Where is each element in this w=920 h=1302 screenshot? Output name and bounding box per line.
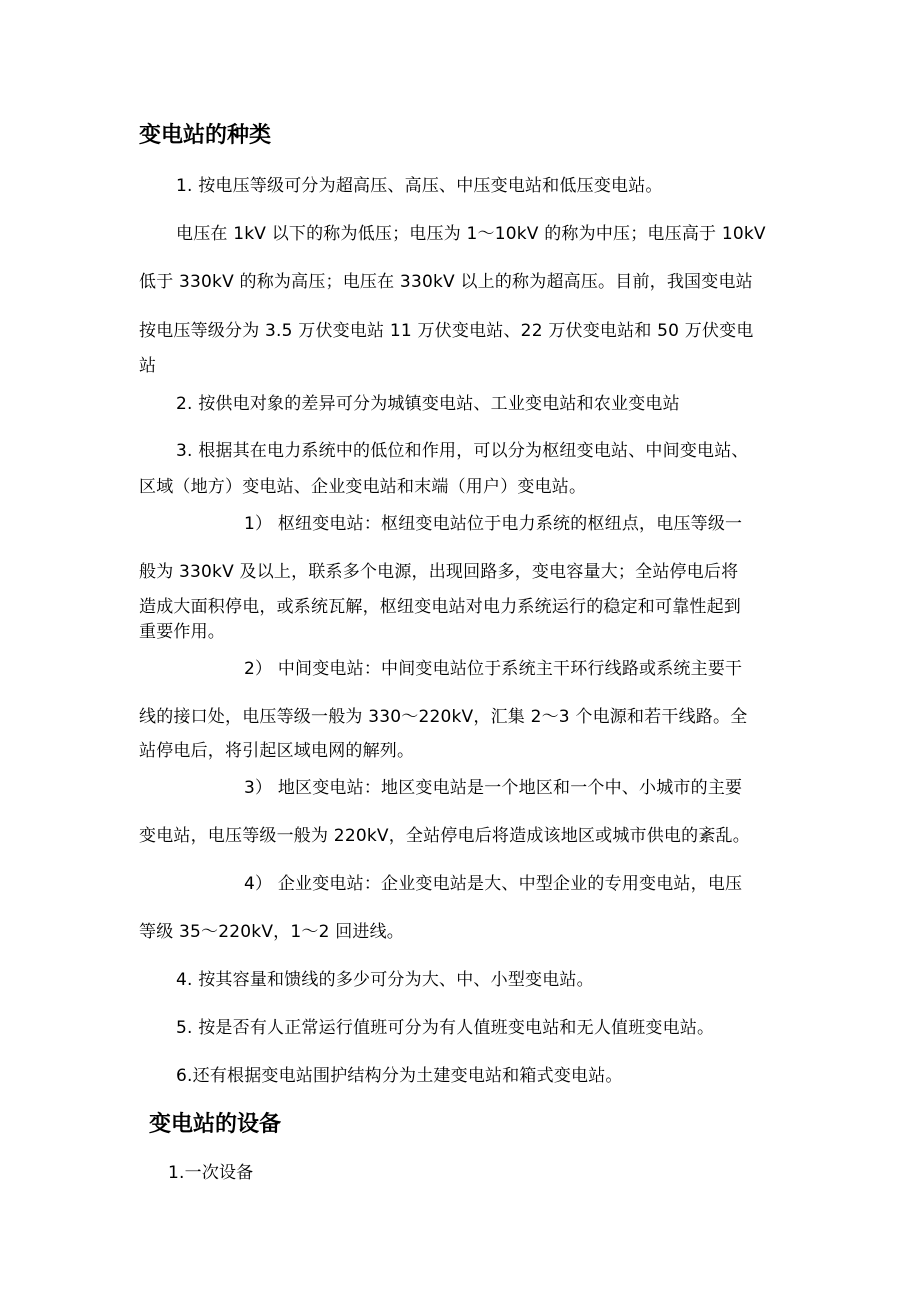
item-2-supply-object: 2. 按供电对象的差异可分为城镇变电站、工业变电站和农业变电站 — [176, 394, 680, 414]
item-1-voltage-classification: 1. 按电压等级可分为超高压、高压、中压变电站和低压变电站。 — [176, 176, 663, 196]
sub-4-enterprise-line-1: 4） 企业变电站：企业变电站是大、中型企业的专用变电站，电压 — [244, 874, 743, 894]
sub-2-intermediate-line-2: 线的接口处，电压等级一般为 330～220kV，汇集 2～3 个电源和若干线路。全 — [139, 707, 748, 727]
paragraph-voltage-line-3: 按电压等级分为 3.5 万伏变电站 11 万伏变电站、22 万伏变电站和 50 万伏变电 — [139, 321, 754, 341]
item-5-staffing: 5. 按是否有人正常运行值班可分为有人值班变电站和无人值班变电站。 — [176, 1018, 715, 1038]
section-title-substation-types: 变电站的种类 — [139, 123, 272, 148]
sub-4-enterprise-line-2: 等级 35～220kV，1～2 回进线。 — [139, 922, 404, 942]
sub-1-hub-line-4: 重要作用。 — [139, 622, 225, 642]
sub-2-intermediate-line-1: 2） 中间变电站：中间变电站位于系统主干环行线路或系统主要干 — [244, 659, 743, 679]
sub-1-hub-line-1: 1） 枢纽变电站：枢纽变电站位于电力系统的枢纽点，电压等级一 — [244, 514, 743, 534]
sub-1-hub-line-2: 般为 330kV 及以上，联系多个电源，出现回路多，变电容量大；全站停电后将 — [139, 562, 739, 582]
item-3-line-1: 3. 根据其在电力系统中的低位和作用，可以分为枢纽变电站、中间变电站、 — [176, 441, 749, 461]
paragraph-voltage-line-4: 站 — [139, 356, 157, 376]
item-4-capacity: 4. 按其容量和馈线的多少可分为大、中、小型变电站。 — [176, 970, 594, 990]
paragraph-voltage-line-1: 电压在 1kV 以下的称为低压；电压为 1～10kV 的称为中压；电压高于 10kV — [176, 224, 766, 244]
paragraph-voltage-line-2: 低于 330kV 的称为高压；电压在 330kV 以上的称为超高压。目前，我国变电站 — [139, 272, 753, 292]
sub-3-regional-line-2: 变电站，电压等级一般为 220kV，全站停电后将造成该地区或城市供电的紊乱。 — [139, 826, 750, 846]
item-3-line-2: 区域（地方）变电站、企业变电站和末端（用户）变电站。 — [139, 477, 587, 497]
sub-3-regional-line-1: 3） 地区变电站：地区变电站是一个地区和一个中、小城市的主要 — [244, 778, 743, 798]
equipment-item-1-primary: 1.一次设备 — [168, 1163, 254, 1183]
sub-2-intermediate-line-3: 站停电后，将引起区域电网的解列。 — [139, 741, 415, 761]
section-title-substation-equipment: 变电站的设备 — [149, 1112, 282, 1137]
item-6-structure: 6.还有根据变电站围护结构分为土建变电站和箱式变电站。 — [176, 1066, 623, 1086]
sub-1-hub-line-3: 造成大面积停电，或系统瓦解，枢纽变电站对电力系统运行的稳定和可靠性起到 — [139, 597, 741, 617]
